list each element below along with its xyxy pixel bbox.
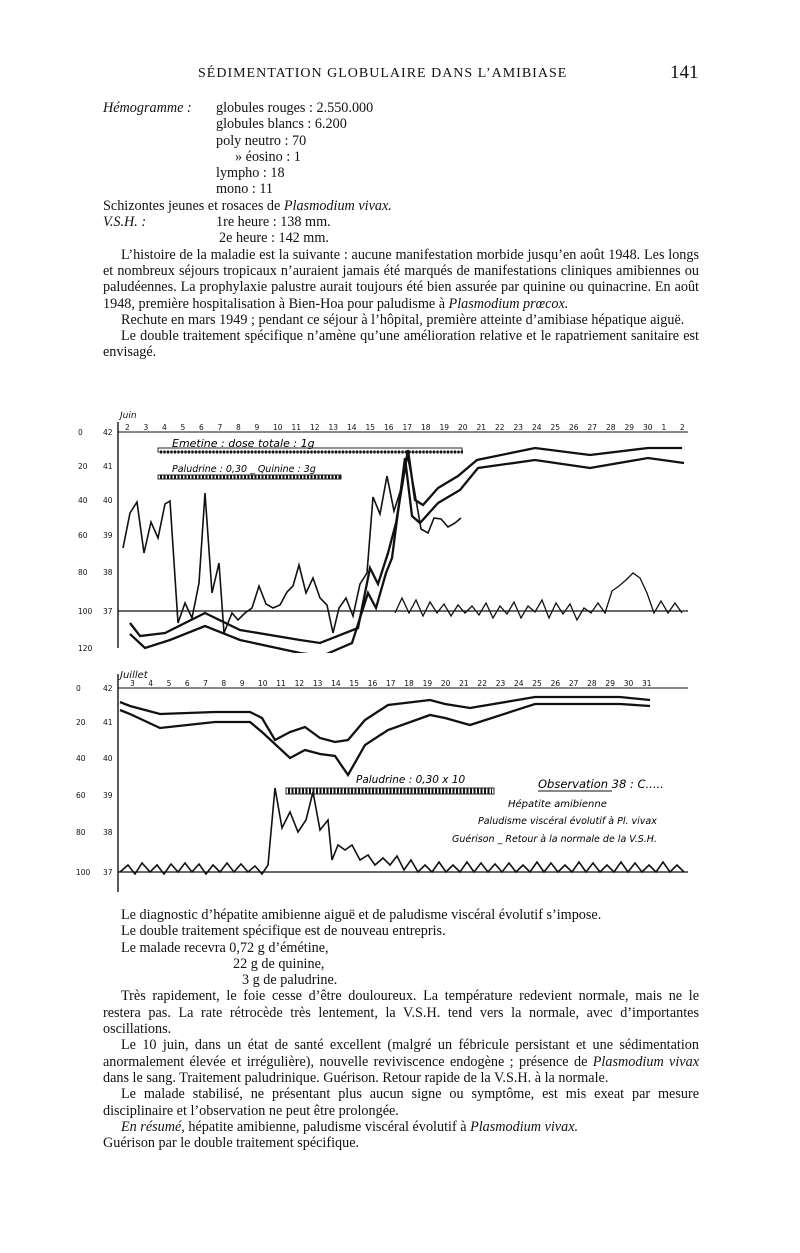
june-day-label: 19 (439, 423, 450, 432)
july-day-label: 20 (440, 679, 451, 688)
july-temp-tick: 41 (103, 718, 113, 727)
june-treatment1-label: Emetine : dose totale : 1g (172, 437, 315, 450)
june10-paragraph (103, 1037, 699, 1086)
hemo-white: globules blancs : 6.200 (216, 116, 347, 133)
june-vsh-tick: 0 (78, 428, 83, 437)
chart-july (0, 660, 800, 900)
july-day-label: 3 (130, 679, 135, 688)
july-day-label: 23 (495, 679, 506, 688)
observation-line1: Hépatite amibienne (508, 799, 607, 810)
june-vsh-tick: 40 (78, 496, 88, 505)
july-day-label: 30 (623, 679, 634, 688)
june-temp-tick: 38 (103, 568, 113, 577)
july-day-label: 18 (404, 679, 414, 688)
june-temperature-curve (123, 454, 461, 633)
june-day-label: 16 (384, 423, 394, 432)
july-day-label: 28 (587, 679, 597, 688)
june-vsh-tick: 100 (78, 607, 93, 616)
june-day-label: 13 (328, 423, 339, 432)
june-day-label: 26 (569, 423, 579, 432)
june-day-label: 10 (273, 423, 283, 432)
hemo-neutro: poly neutro : 70 (216, 132, 307, 149)
vsh-second: 2e heure : 142 mm. (219, 230, 329, 247)
july-day-label: 16 (367, 679, 378, 688)
july-day-label: 25 (532, 679, 542, 688)
june-day-label: 18 (421, 423, 431, 432)
july-day-label: 15 (349, 679, 359, 688)
june-axis-labels (78, 428, 113, 653)
diag-paragraph: Le diagnostic d’hépatite amibienne aiguë et de paludisme viscéral évolutif s’impose. (121, 907, 602, 923)
summary-species: Plasmodium vivax. (470, 1118, 579, 1135)
july-day-label: 22 (477, 679, 487, 688)
june-day-label: 17 (402, 423, 413, 432)
july-day-label: 17 (386, 679, 396, 688)
july-vsh-tick: 100 (76, 868, 91, 877)
hemo-mono: mono : 11 (216, 181, 274, 198)
schizontes-species: Plasmodium vivax. (283, 197, 392, 214)
july-day-label: 9 (239, 679, 245, 688)
summary-lead: En résumé, (121, 1118, 185, 1135)
june-month-label: Juin (120, 411, 137, 421)
running-title: SÉDIMENTATION GLOBULAIRE DANS L’AMIBIASE (198, 66, 568, 81)
summary-conclusion: Guérison par le double traitement spécifique. (103, 1135, 360, 1152)
june-day-labels (125, 423, 685, 432)
relapse-paragraph: Rechute en mars 1949 ; pendant ce séjour à l’hôpital, première atteinte d’amibiase hépatique aiguë. (121, 311, 685, 328)
history-species: Plasmodium prœcox. (448, 295, 569, 312)
june-day-label: 15 (365, 423, 376, 432)
june-day-label: 25 (550, 423, 561, 432)
chart-june (0, 408, 800, 653)
july-temp-tick: 37 (103, 868, 113, 877)
summary-paragraph (103, 1119, 699, 1135)
dose-line2: 22 g de quinine, (233, 955, 325, 972)
hemo-lympho: lympho : 18 (216, 165, 285, 182)
june-day-label: 28 (606, 423, 616, 432)
hemo-eosino: » éosino : 1 (235, 148, 301, 165)
dose-line1: Le malade recevra 0,72 g d’émétine, (121, 939, 329, 956)
june10-species: Plasmodium vivax (592, 1053, 699, 1070)
july-day-label: 13 (312, 679, 323, 688)
rapid-paragraph: Très rapidement, le foie cesse d’être douloureux. La température redevient normale, mais ne le restera pas. La rate rétrocède très lentement, la V.S.H. tend vers la normale, avec d’importantes oscillations. (103, 988, 699, 1038)
history-text: L’histoire de la maladie est la suivante : aucune manifestation morbide jusqu’en août 1948. Les longs et nombreux séjours tropicaux n’auraient jamais été marqués de manifestations cliniques amibiennes ou paludéennes. La prophylaxie palustre aurait toujours été bien assurée par quinine ou quinacrine. En août 1948, première hospitalisation à Bien-Hoa pour paludisme à (103, 246, 699, 312)
schizontes-text: Schizontes jeunes et rosaces de (103, 197, 284, 214)
june-vsh-tick: 60 (78, 531, 88, 540)
hemo-row-red (103, 100, 699, 116)
july-day-label: 4 (148, 679, 154, 688)
july-temp-tick: 42 (103, 684, 113, 693)
june-day-label: 30 (643, 423, 653, 432)
observation-title: Observation 38 : C..... (538, 777, 664, 791)
june-day-label: 21 (476, 423, 487, 432)
june-day-label: 14 (347, 423, 357, 432)
june-treatment2-label: Paludrine : 0,30 _ Quinine : 3g (172, 464, 316, 475)
july-vsh-tick: 40 (76, 754, 86, 763)
page-number: 141 (670, 62, 699, 83)
observation-line3: Guérison _ Retour à la normale de la V.S.H. (452, 834, 657, 845)
june-day-label: 6 (199, 423, 204, 432)
history-paragraph (103, 247, 699, 312)
july-vsh-tick: 20 (76, 718, 86, 727)
june-day-label: 5 (180, 423, 186, 432)
june-temp-tick: 39 (103, 531, 113, 540)
july-month-label: Juillet (120, 670, 148, 681)
june-day-label: 1 (661, 423, 667, 432)
july-temp-tick: 40 (103, 754, 113, 763)
vsh-row-1 (103, 214, 699, 230)
july-day-label: 10 (258, 679, 268, 688)
july-day-label: 7 (203, 679, 208, 688)
july-day-label: 6 (184, 679, 190, 688)
june-day-label: 2 (125, 423, 130, 432)
bottom-text (103, 907, 699, 1151)
dose-line3: 3 g de paludrine. (242, 972, 338, 989)
july-vsh-second-hour (120, 704, 650, 775)
july-day-label: 8 (221, 679, 227, 688)
june-day-label: 20 (458, 423, 468, 432)
july-day-labels (130, 679, 652, 688)
june-vsh-tick: 120 (78, 644, 93, 653)
july-day-label: 27 (568, 679, 579, 688)
july-vsh-tick: 60 (76, 791, 86, 800)
june-day-label: 8 (236, 423, 241, 432)
july-temp-tick: 39 (103, 791, 113, 800)
july-day-label: 26 (550, 679, 561, 688)
june-day-label: 3 (143, 423, 149, 432)
june-day-label: 4 (162, 423, 167, 432)
vsh-label: V.S.H. : (103, 214, 147, 231)
stable-paragraph: Le malade stabilisé, ne présentant plus aucun signe ou symptôme, est mis exeat par mesure disciplinaire et l’observation ne peut être prolongée. (103, 1086, 699, 1119)
july-axis-labels (76, 684, 113, 877)
june-day-label: 27 (587, 423, 598, 432)
june-temperature-baseline (395, 573, 682, 620)
june10-text-a: Le 10 juin, dans un état de santé excellent (malgré un fébricule persistant et une sédimentation anormalement élevée et irrégulière), nouvelle reviviscence endogène ; présence de (103, 1037, 699, 1070)
june-temp-tick: 42 (103, 428, 113, 437)
june-vsh-tick: 20 (78, 462, 88, 471)
july-day-label: 24 (514, 679, 524, 688)
june-temp-tick: 37 (103, 607, 113, 616)
vsh-first: 1re heure : 138 mm. (216, 214, 331, 231)
july-day-label: 31 (642, 679, 652, 688)
july-day-label: 14 (331, 679, 341, 688)
june-day-label: 22 (495, 423, 505, 432)
june-day-label: 23 (513, 423, 524, 432)
june-temp-tick: 40 (103, 496, 113, 505)
hemogram-block (103, 100, 699, 361)
schizontes-line (103, 198, 699, 214)
june-day-label: 11 (291, 423, 302, 432)
july-day-label: 19 (422, 679, 433, 688)
june-day-label: 9 (254, 423, 260, 432)
double-paragraph: Le double traitement spécifique n’amène qu’une amélioration relative et le rapatriement sanitaire est envisagé. (103, 328, 699, 361)
hemo-red: globules rouges : 2.550.000 (216, 100, 374, 116)
june-day-label: 7 (217, 423, 223, 432)
july-day-label: 11 (276, 679, 286, 688)
july-day-label: 21 (459, 679, 469, 688)
july-vsh-tick: 80 (76, 828, 86, 837)
july-treatment-label: Paludrine : 0,30 x 10 (356, 774, 466, 786)
july-day-label: 5 (166, 679, 172, 688)
hemogram-label: Hémogramme : (103, 100, 192, 116)
july-day-label: 29 (605, 679, 615, 688)
july-day-label: 12 (294, 679, 305, 688)
june-day-label: 2 (680, 423, 685, 432)
june-day-label: 24 (532, 423, 542, 432)
june-temp-tick: 41 (103, 462, 113, 471)
june-day-label: 29 (624, 423, 635, 432)
june-vsh-tick: 80 (78, 568, 88, 577)
june-vsh-second-hour (130, 458, 684, 653)
summary-text-a: hépatite amibienne, paludisme viscéral évolutif à (184, 1118, 471, 1135)
june10-text-b: dans le sang. Traitement paludrinique. Guérison. Retour rapide de la V.S.H. à la normale. (103, 1069, 609, 1086)
june-day-label: 12 (310, 423, 320, 432)
observation-line2: Paludisme viscéral évolutif à Pl. vivax (478, 816, 657, 827)
july-vsh-tick: 0 (76, 684, 81, 693)
july-temp-tick: 38 (103, 828, 113, 837)
retreat-paragraph: Le double traitement spécifique est de nouveau entrepris. (121, 923, 446, 940)
